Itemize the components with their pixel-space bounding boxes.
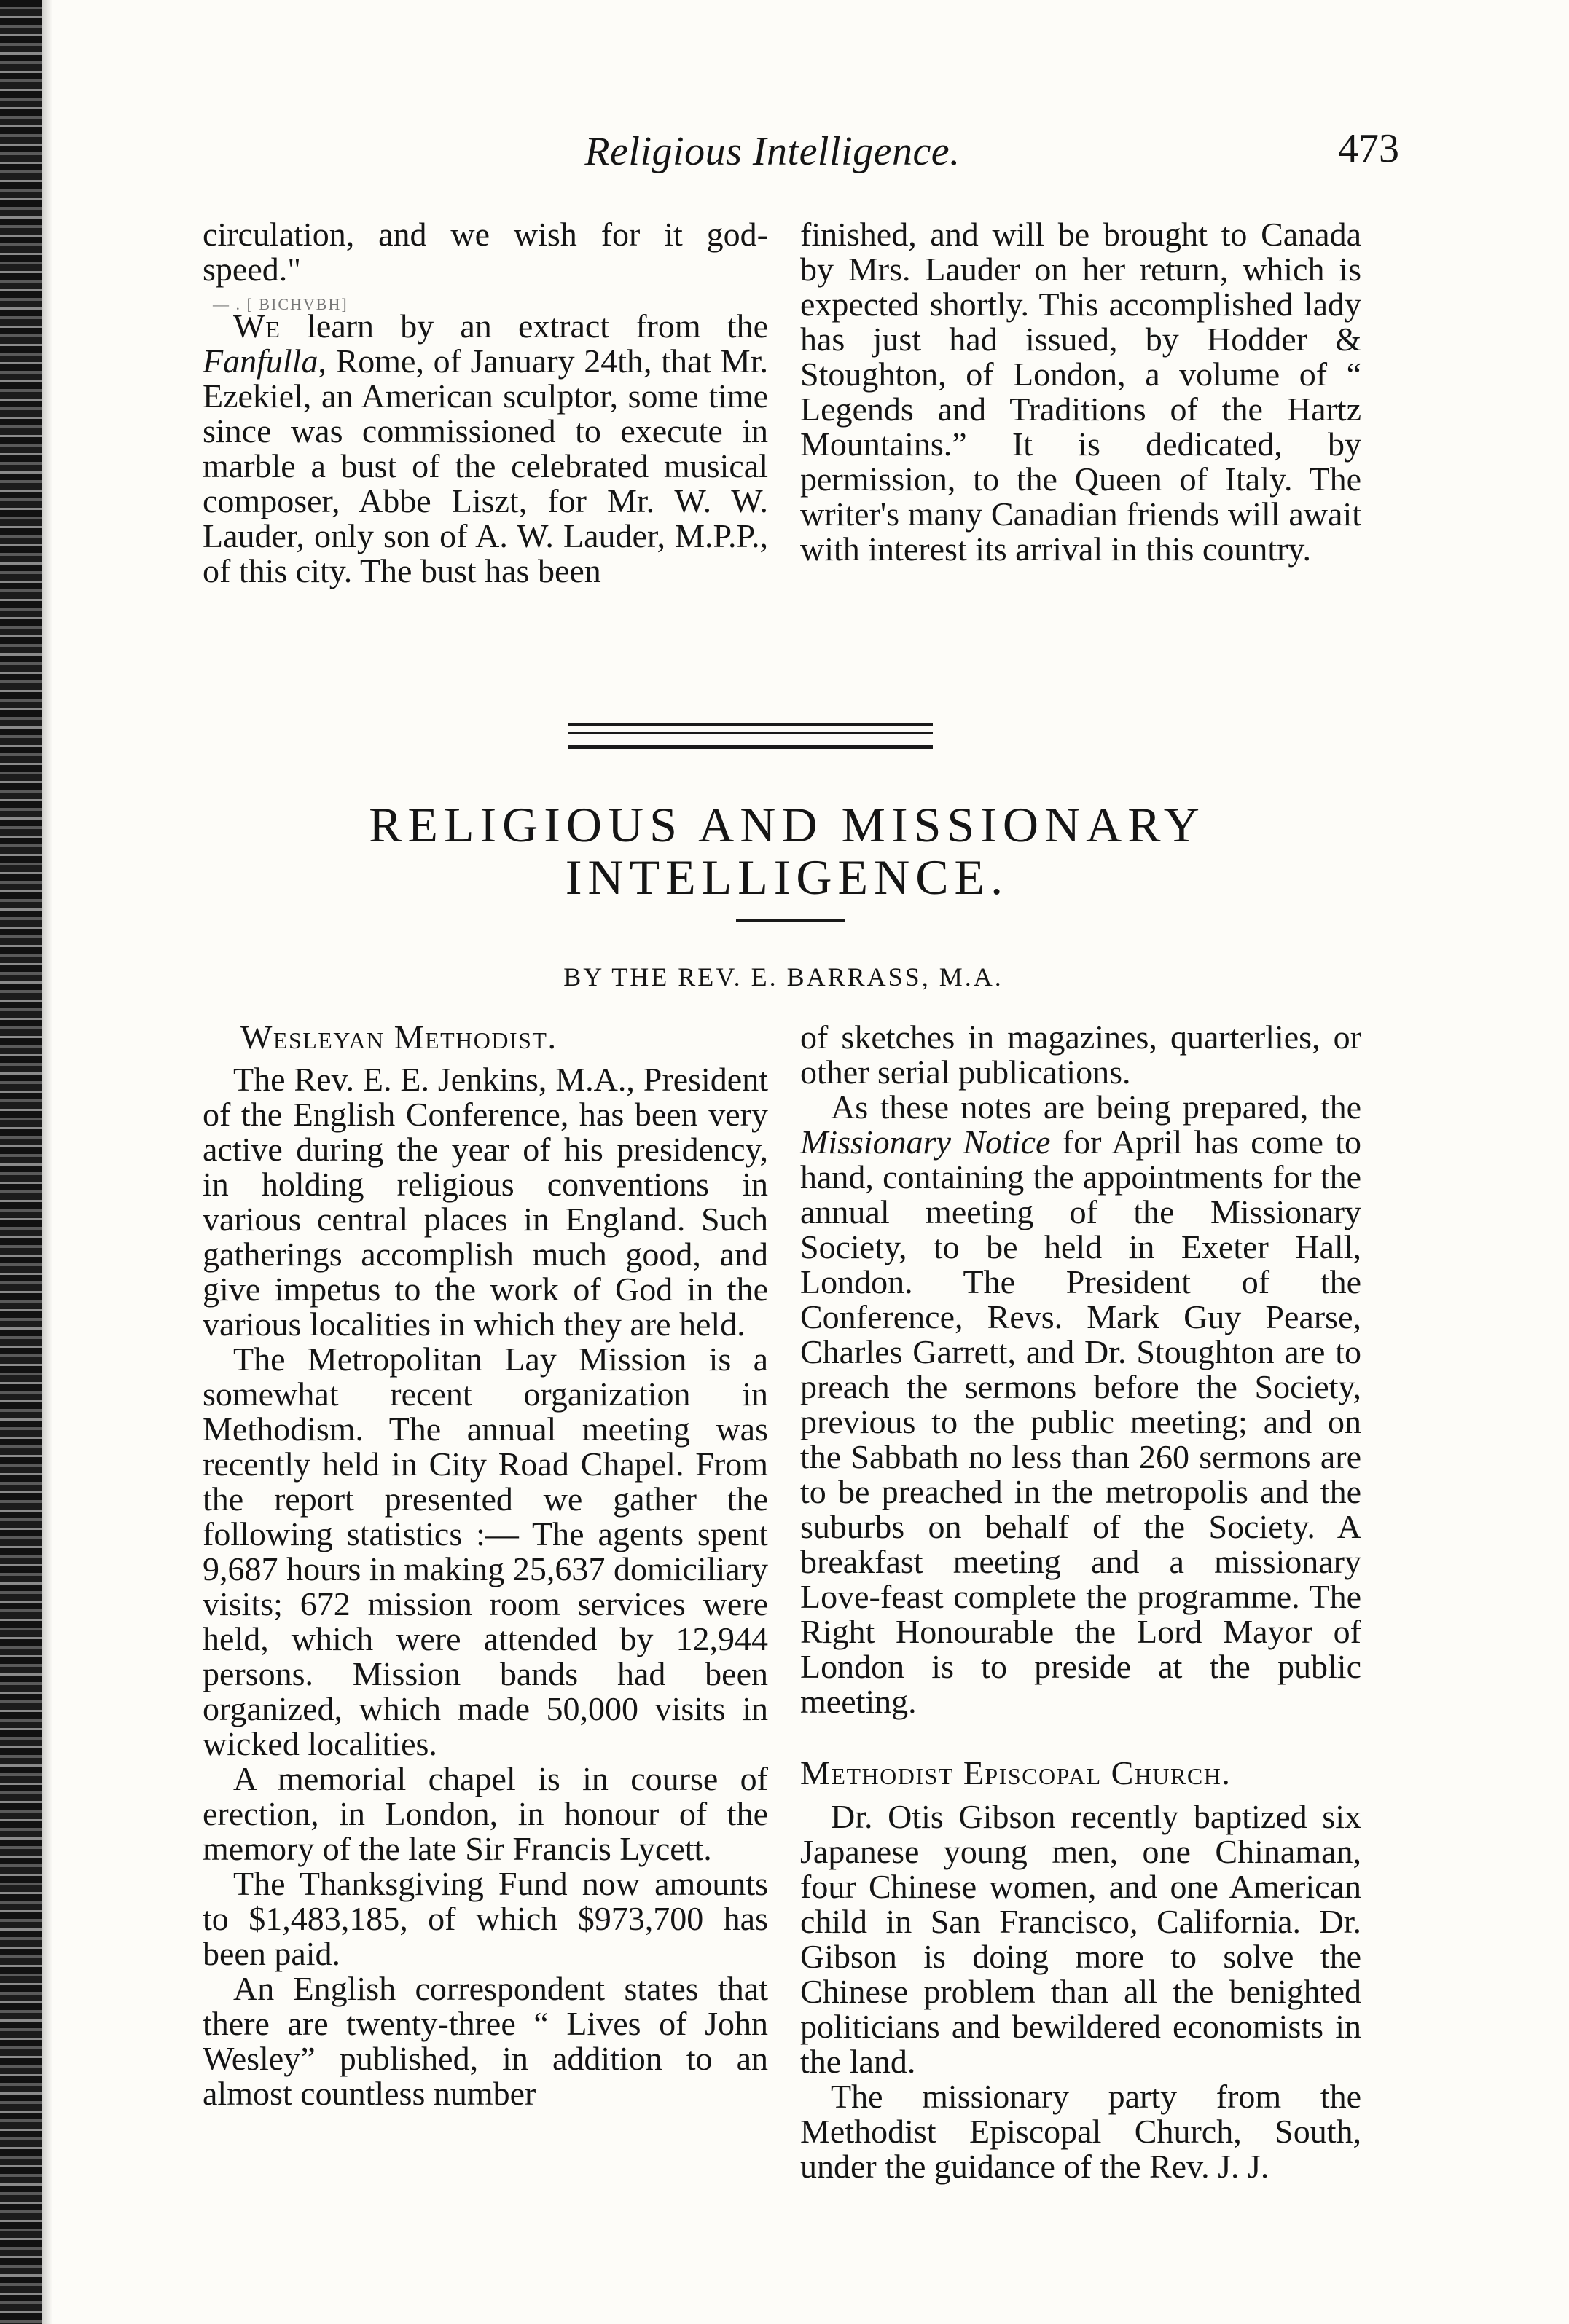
top-left-column bbox=[203, 217, 768, 589]
italic-title: Fanfulla bbox=[203, 342, 318, 380]
paragraph: An English correspondent states that there are twenty-three “ Lives of John Wesley” published, in addition to an almost countless number bbox=[203, 1970, 768, 2112]
subheading: Methodist Episcopal Church. bbox=[800, 1754, 1232, 1791]
paragraph: of sketches in magazines, quarterlies, or other serial publications. bbox=[800, 1018, 1361, 1091]
section-divider bbox=[568, 723, 933, 749]
text-run: , Rome, of January 24th, that Mr. Ezekiel, an American sculptor, some time since was commissioned to execute in marble a bust of the celebrated musical composer, Abbe Liszt, for Mr. W. W. Lauder, only son of A. W. Lauder, M.P.P., of this city. The bust has been bbox=[203, 342, 768, 589]
paragraph bbox=[800, 1090, 1361, 1719]
running-head: Religious Intelligence. bbox=[584, 129, 960, 174]
text-run: for April has come to hand, containing the appointments for the annual meeting of the Missionary Society, to be held in Exeter Hall, London. The President of the Conference, Revs. Mark Guy Pearse, Charles Garrett, and Dr. Stoughton are to preach the sermons before the Society, previous to the public meeting; and on the Sabbath no less than 260 sermons are to be preached in the metropolis and the suburbs on behalf of the Society. A breakfast meeting and a missionary Love-feast complete the programme. The Right Honourable the Lord Mayor of London is to preside at the public meeting. bbox=[800, 1123, 1362, 1720]
title-rule bbox=[736, 919, 845, 922]
paragraph: The Metropolitan Lay Mission is a somewhat recent organization in Methodism. The annual meeting was recently held in City Road Chapel. From the report presented we gather the following statistics :— The agents spent 9,687 hours in making 25,637 domiciliary visits; 672 mission room services were held, which were attended by 12,944 persons. Mission bands had been organized, which made 50,000 visits in wicked localities. bbox=[203, 1340, 768, 1762]
paragraph: The Rev. E. E. Jenkins, M.A., President of the English Conference, has been very active during the year of his presidency, in holding religious conventions in various central places in England. Such gatherings accomplish much good, and give impetus to the work of God in the various localities in which they are held. bbox=[203, 1061, 768, 1343]
binding-edge bbox=[0, 0, 42, 2324]
bottom-right-column bbox=[800, 1020, 1361, 2184]
paragraph: The Thanksgiving Fund now amounts to $1,483,185, of which $973,700 has been paid. bbox=[203, 1865, 768, 1972]
paragraph: A memorial chapel is in course of erection, in London, in honour of the memory of the late Sir Francis Lycett. bbox=[203, 1760, 768, 1867]
paragraph: finished, and will be brought to Canada by Mrs. Lauder on her return, which is expected shortly. This accomplished lady has just had issued, by Hodder & Stoughton, of London, a volume of “ Legends and Traditions of the Hartz Mountains.” It is dedicated, by permission, to the Queen of Italy. The writer's many Canadian friends will await with interest its arrival in this country. bbox=[800, 216, 1361, 568]
top-right-column bbox=[800, 217, 1361, 567]
drop-word: We bbox=[233, 307, 281, 345]
text-run: As these notes are being prepared, the bbox=[831, 1088, 1361, 1126]
paragraph: Dr. Otis Gibson recently baptized six Japanese young men, one Chinaman, four Chinese women, and one American child in San Francisco, California. Dr. Gibson is doing more to solve the Chinese problem than all the benighted politicians and bewildered economists in the land. bbox=[800, 1798, 1361, 2080]
bottom-left-column bbox=[203, 1020, 768, 2111]
page-number: 473 bbox=[1338, 126, 1399, 171]
paragraph bbox=[203, 309, 768, 589]
text-run: learn by an extract from the bbox=[307, 307, 768, 345]
section-title-line: INTELLIGENCE. bbox=[565, 849, 1009, 905]
section-title bbox=[146, 798, 1428, 903]
paragraph: circulation, and we wish for it god-speed." bbox=[203, 216, 768, 288]
section-title-line: RELIGIOUS AND MISSIONARY bbox=[369, 797, 1205, 852]
ink-smudge: — . [ BICHVBH] bbox=[213, 295, 348, 313]
subheading: Wesleyan Methodist. bbox=[240, 1018, 557, 1056]
italic-title: Missionary Notice bbox=[800, 1123, 1051, 1161]
byline: BY THE REV. E. BARRASS, M.A. bbox=[563, 962, 1003, 992]
paragraph: The missionary party from the Methodist Episcopal Church, South, under the guidance of the Rev. J. J. bbox=[800, 2078, 1361, 2185]
